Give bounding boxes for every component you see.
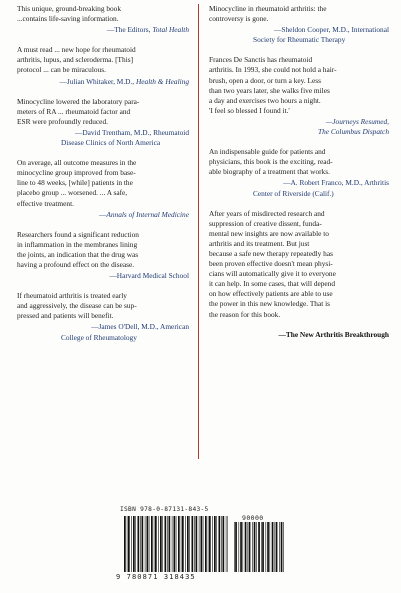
- review-blurb: [209, 147, 389, 198]
- review-attribution: [17, 210, 189, 220]
- barcode-bar: [279, 522, 280, 572]
- barcode-bar: [256, 522, 257, 572]
- review-quote: [209, 147, 389, 177]
- barcode-bar: [178, 516, 180, 572]
- quote-line: line to 48 weeks, [while] patients in the: [17, 178, 133, 188]
- barcode-bar: [267, 522, 269, 572]
- quote-line: This unique, ground-breaking book: [17, 4, 122, 13]
- review-attribution: [17, 128, 189, 148]
- barcode-bar: [160, 516, 162, 572]
- barcode-bar: [223, 516, 225, 572]
- quote-line: Researchers found a significant reduction: [17, 229, 139, 239]
- barcode-bar: [172, 516, 173, 572]
- barcode-bar: [135, 516, 136, 572]
- barcode-bar: [189, 516, 190, 572]
- quote-line: on how effectively patients are able to use: [209, 289, 333, 299]
- barcode-bar: [169, 516, 171, 572]
- review-blurb: [17, 158, 189, 220]
- attribution-line: Disease Clinics of North America: [61, 138, 161, 148]
- quote-line: arthritis and its treatment. But just: [209, 238, 310, 248]
- barcode-bar: [252, 522, 253, 572]
- attribution-source: Health & Healing: [135, 76, 189, 86]
- quote-line: pressed and patients will benefit.: [17, 311, 114, 321]
- barcode-bar: [138, 516, 140, 572]
- barcode-bar: [165, 516, 167, 572]
- quote-line: physicians, this book is the exciting, read-: [209, 157, 333, 167]
- quote-line: been proven effective doesn't mean physi-: [209, 259, 333, 269]
- review-quote: [17, 158, 189, 208]
- review-attribution: [17, 77, 189, 87]
- quote-line: cians will automatically give it to everyone: [209, 269, 336, 279]
- barcode-bar: [248, 522, 249, 572]
- quote-line: arthritis, lupus, and scleroderma. [This]: [17, 55, 134, 65]
- barcode-bar: [258, 522, 260, 572]
- quote-line: effective treatment.: [17, 198, 74, 208]
- quote-line: the power in this new knowledge. That is: [209, 299, 331, 309]
- review-attribution: [209, 25, 389, 45]
- barcode-bar: [249, 522, 251, 572]
- barcode-bar: [243, 522, 244, 572]
- quote-line: Minocycline in rheumatoid arthritis: the: [209, 4, 327, 13]
- left-column: [17, 4, 189, 343]
- review-quote: [17, 230, 189, 270]
- review-blurb: [17, 4, 189, 35]
- quote-line: suppression of creative dissent, funda-: [209, 218, 322, 228]
- quote-line: ESR were profoundly reduced.: [17, 116, 108, 126]
- review-attribution: [17, 271, 189, 281]
- attribution-line: Center of Riverside (Calif.): [253, 188, 334, 198]
- quote-line: having a profound effect on the disease.: [17, 259, 135, 269]
- ean-barcode: [124, 516, 228, 572]
- barcode-bar: [245, 522, 247, 572]
- barcode-bar: [187, 516, 189, 572]
- isbn-label: ISBN 978-0-87131-843-5: [120, 506, 209, 513]
- review-quote: [17, 45, 189, 75]
- barcode-bar: [205, 516, 207, 572]
- quote-line: 'I feel so blessed I found it.': [209, 105, 290, 115]
- barcode-bar: [235, 522, 237, 572]
- attribution-line: Society for Rheumatic Therapy: [253, 35, 346, 45]
- attribution-line: —Harvard Medical School: [109, 271, 189, 281]
- barcode-bar: [147, 516, 149, 572]
- quote-line: the joints, an indication that the drug was: [17, 249, 139, 259]
- barcode-bar: [201, 516, 203, 572]
- barcode-bar: [209, 516, 211, 572]
- review-quote: [209, 4, 389, 24]
- barcode-bar: [212, 516, 213, 572]
- barcode-bar: [167, 516, 168, 572]
- barcode-bar: [127, 516, 128, 572]
- barcode-bar: [281, 522, 283, 572]
- attribution-source: Total Health: [152, 25, 189, 35]
- review-quote: [17, 4, 189, 24]
- barcode-bar: [270, 522, 271, 572]
- quote-line: able biography of a treatment that works.: [209, 167, 330, 177]
- review-blurb: [209, 209, 389, 340]
- quote-line: Frances De Sanctis has rheumatoid: [209, 55, 313, 65]
- price-addon-number: 90000: [242, 514, 264, 522]
- quote-line: Minocycline lowered the laboratory para-: [17, 96, 140, 106]
- barcode-bar: [176, 516, 177, 572]
- quote-line: meters of RA ... rheumatoid factor and: [17, 106, 131, 116]
- barcode-bar: [185, 516, 186, 572]
- attribution-line: —James O'Dell, M.D., American: [91, 322, 189, 332]
- quote-line: than two years later, she walks five miles: [209, 85, 330, 95]
- barcode-bar: [128, 516, 130, 572]
- barcode-bar: [199, 516, 200, 572]
- review-quote: [17, 97, 189, 127]
- quote-line: because a safe new therapy repeatedly has: [209, 248, 333, 258]
- barcode-bar: [196, 516, 198, 572]
- barcode-bar: [214, 516, 216, 572]
- review-quote: [209, 55, 389, 116]
- attribution-line: —Sheldon Cooper, M.D., International: [274, 25, 389, 35]
- barcode-bar: [216, 516, 217, 572]
- quote-line: placebo group ... worsened. ... A safe,: [17, 188, 128, 198]
- addon-barcode: [234, 522, 284, 572]
- quote-line: it can help. In some cases, that will depend: [209, 279, 336, 289]
- quote-line: A must read ... new hope for rheumatoid: [17, 45, 136, 55]
- attribution-line: —Journeys Resumed,: [325, 116, 389, 126]
- barcode-bar: [182, 516, 184, 572]
- quote-line: and aggressively, the disease can be sup-: [17, 301, 137, 311]
- review-blurb: [17, 291, 189, 342]
- quote-line: arthritis. In 1993, she could not hold a hair-: [209, 65, 337, 75]
- barcode-bar: [194, 516, 195, 572]
- barcode-bar: [276, 522, 278, 572]
- quote-line: minocycline group improved from base-: [17, 168, 136, 178]
- barcode-bar: [272, 522, 274, 572]
- ean-number: 9 780871 318435: [116, 573, 196, 581]
- barcode-bar: [162, 516, 163, 572]
- barcode-bar: [266, 522, 267, 572]
- barcode-bar: [240, 522, 242, 572]
- attribution-line: College of Rheumatology: [61, 332, 137, 342]
- review-blurb: [209, 55, 389, 137]
- barcode-bar: [221, 516, 222, 572]
- barcode-bar: [262, 522, 264, 572]
- review-attribution: [17, 25, 189, 35]
- review-blurb: [17, 45, 189, 86]
- barcode-bar: [261, 522, 262, 572]
- review-blurb: [17, 97, 189, 148]
- barcode-bar: [226, 516, 227, 572]
- quote-line: protocol ... can be miraculous.: [17, 65, 106, 75]
- quote-line: mental new insights are now available to: [209, 228, 329, 238]
- review-blurb: [209, 4, 389, 45]
- barcode-bar: [142, 516, 144, 572]
- barcode-bar: [203, 516, 204, 572]
- quote-line: brush, open a door, or turn a key. Less: [209, 75, 322, 85]
- review-attribution: [209, 117, 389, 137]
- barcode-bar: [133, 516, 135, 572]
- barcode-bar: [124, 516, 126, 572]
- right-column: [209, 4, 389, 340]
- attribution-author: —Julian Whitaker, M.D.,: [59, 76, 136, 86]
- review-attribution: [17, 322, 189, 342]
- quote-line: If rheumatoid arthritis is treated early: [17, 291, 127, 301]
- barcode-bar: [158, 516, 159, 572]
- attribution-line: The Columbus Dispatch: [318, 127, 389, 137]
- review-attribution: [209, 330, 389, 340]
- quote-line: in inflammation in the membranes lining: [17, 239, 138, 249]
- barcode-bar: [228, 516, 229, 572]
- attribution-source: Annals of Internal Medicine: [106, 209, 189, 219]
- quote-line: a day and exercises two hours a night.: [209, 95, 321, 105]
- attribution-line: —A. Robert Franco, M.D., Arthritis: [283, 178, 389, 188]
- barcode-bar: [140, 516, 141, 572]
- attribution-author: —The Editors,: [106, 25, 153, 35]
- attribution-author: —: [99, 209, 107, 219]
- quote-line: An indispensable guide for patients and: [209, 147, 326, 157]
- review-blurb: [17, 230, 189, 281]
- barcode-bar: [154, 516, 155, 572]
- barcode-bar: [283, 522, 284, 572]
- barcode-bar: [181, 516, 182, 572]
- attribution-line: —David Trentham, M.D., Rheumatoid: [74, 127, 189, 137]
- barcode-bar: [275, 522, 276, 572]
- barcode-bar: [174, 516, 176, 572]
- review-attribution: [209, 178, 389, 198]
- barcode-bar: [219, 516, 221, 572]
- quote-line: controversy is gone.: [209, 14, 269, 24]
- review-quote: [209, 209, 389, 320]
- barcode-bar: [151, 516, 153, 572]
- quote-line: ...contains life-saving information.: [17, 14, 119, 24]
- barcode-bar: [145, 516, 146, 572]
- barcode-bar: [155, 516, 157, 572]
- quote-line: After years of misdirected research and: [209, 208, 325, 218]
- barcode-bar: [149, 516, 150, 572]
- barcode-bar: [131, 516, 132, 572]
- review-quote: [17, 291, 189, 321]
- quote-line: On average, all outcome measures in the: [17, 158, 137, 168]
- barcode-bar: [254, 522, 256, 572]
- column-divider: [198, 4, 199, 459]
- barcode-bar: [192, 516, 194, 572]
- barcode-bar: [234, 522, 235, 572]
- attribution-line: —The New Arthritis Breakthrough: [278, 329, 389, 339]
- barcode-bar: [239, 522, 240, 572]
- quote-line: the reason for this book.: [209, 309, 281, 319]
- barcode-bar: [208, 516, 209, 572]
